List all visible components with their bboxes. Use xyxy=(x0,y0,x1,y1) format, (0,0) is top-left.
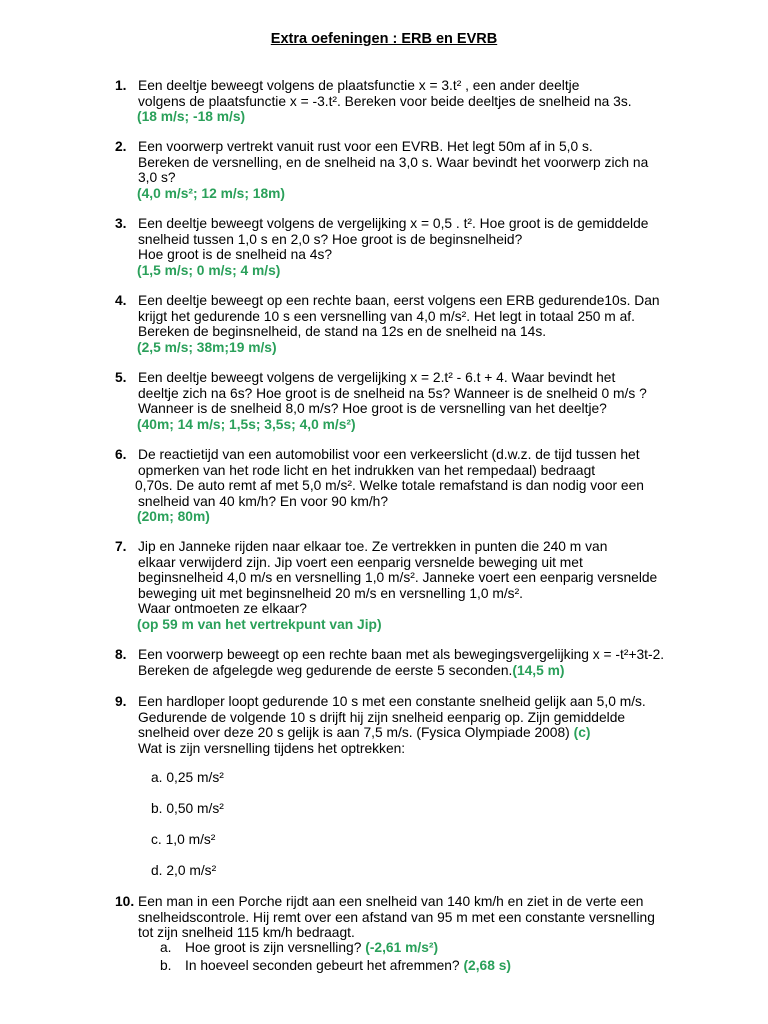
question-text: Een deeltje beweegt volgens de vergelijking x = 0,5 . t². Hoe groot is de gemiddelde xyxy=(138,216,649,231)
answer: (18 m/s; -18 m/s) xyxy=(137,109,246,125)
sub-marker: b. xyxy=(160,958,172,973)
question-8 xyxy=(115,647,715,678)
question-number: 7. xyxy=(115,539,127,554)
question-number: 4. xyxy=(115,293,127,308)
answer: (4,0 m/s²; 12 m/s; 18m) xyxy=(137,185,285,201)
question-text: 0,70s. De auto remt af met 5,0 m/s². Welke totale remafstand is dan nodig voor een xyxy=(135,478,644,494)
question-text: Een voorwerp vertrekt vanuit rust voor een EVRB. Het legt 50m af in 5,0 s. xyxy=(138,139,593,154)
question-text: krijgt het gedurende 10 s een versnelling van 4,0 m/s². Het legt in totaal 250 m af. xyxy=(138,308,635,324)
question-text: Een deeltje beweegt op een rechte baan, eerst volgens een ERB gedurende10s. Dan xyxy=(138,293,660,308)
question-text: deeltje zich na 6s? Hoe groot is de snelheid na 5s? Wanneer is de snelheid 0 m/s ? xyxy=(138,385,647,401)
sub-question-b xyxy=(160,958,511,973)
question-text: beginsnelheid 4,0 m/s en versnelling 1,0 m/s². Janneke voert een eenparig versnelde xyxy=(138,570,658,586)
question-text: Wanneer is de snelheid 8,0 m/s? Hoe groot is de versnelling van het deeltje? xyxy=(138,401,607,417)
answer: (14,5 m) xyxy=(512,662,565,678)
question-text: Bereken de versnelling, en de snelheid na 3,0 s. Waar bevindt het voorwerp zich na xyxy=(138,154,649,170)
question-number: 8. xyxy=(115,647,127,662)
question-text: beweging uit met beginsnelheid 20 m/s en versnelling 1,0 m/s². xyxy=(138,585,523,601)
answer: (op 59 m van het vertrekpunt van Jip) xyxy=(137,616,382,632)
page-title: Extra oefeningen : ERB en EVRB xyxy=(270,31,498,47)
option-a: a. 0,25 m/s² xyxy=(151,770,224,785)
question-text: snelheid van 40 km/h? En voor 90 km/h? xyxy=(138,493,389,509)
answer: (2,68 s) xyxy=(463,958,511,973)
question-text: Gedurende de volgende 10 s drijft hij zijn snelheid eenparig op. Zijn gemiddelde xyxy=(138,709,626,725)
answer: (1,5 m/s; 0 m/s; 4 m/s) xyxy=(137,262,281,278)
question-text: snelheid over deze 20 s gelijk is aan 7,5 m/s. (Fysica Olympiade 2008) (c) xyxy=(138,725,591,741)
question-text: elkaar verwijderd zijn. Jip voert een eenparig versnelde beweging uit met xyxy=(138,554,583,570)
question-4 xyxy=(115,293,715,355)
question-1 xyxy=(115,78,715,125)
question-number: 3. xyxy=(115,216,127,231)
question-5 xyxy=(115,370,715,432)
question-text: snelheidscontrole. Hij remt over een afstand van 95 m met een constante versnelling xyxy=(138,909,655,925)
question-2 xyxy=(115,139,715,201)
question-text: Een voorwerp beweegt op een rechte baan met als bewegingsvergelijking x = -t²+3t-2. xyxy=(138,647,665,662)
question-text: Een deeltje beweegt volgens de vergelijking x = 2.t² - 6.t + 4. Waar bevindt het xyxy=(138,370,616,385)
question-text: volgens de plaatsfunctie x = -3.t². Bereken voor beide deeltjes de snelheid na 3s. xyxy=(138,93,632,109)
answer: (2,5 m/s; 38m;19 m/s) xyxy=(137,339,277,355)
question-text: opmerken van het rode licht en het indrukken van het rempedaal) bedraagt xyxy=(138,462,596,478)
answer: (c) xyxy=(573,725,591,741)
question-3 xyxy=(115,216,715,278)
question-7 xyxy=(115,539,715,633)
question-number: 1. xyxy=(115,78,127,93)
question-text: Jip en Janneke rijden naar elkaar toe. Ze vertrekken in punten die 240 m van xyxy=(138,539,608,554)
question-text: Hoe groot is de snelheid na 4s? xyxy=(138,247,333,263)
question-text: snelheid tussen 1,0 s en 2,0 s? Hoe groot is de beginsnelheid? xyxy=(138,231,523,247)
question-9 xyxy=(115,694,715,756)
sub-marker: a. xyxy=(160,940,172,955)
question-text: Waar ontmoeten ze elkaar? xyxy=(138,601,307,617)
question-text: Bereken de beginsnelheid, de stand na 12s en de snelheid na 14s. xyxy=(138,324,547,340)
sub-question-text: Hoe groot is zijn versnelling? xyxy=(185,940,366,955)
sub-question-a xyxy=(160,940,438,955)
question-number: 10. xyxy=(115,894,135,909)
question-10 xyxy=(115,894,715,941)
question-number: 5. xyxy=(115,370,127,385)
question-number: 9. xyxy=(115,694,127,709)
sub-question-text: In hoeveel seconden gebeurt het afremmen? xyxy=(185,958,464,973)
question-text: Een hardloper loopt gedurende 10 s met een constante snelheid gelijk aan 5,0 m/s. xyxy=(138,694,646,709)
answer: (20m; 80m) xyxy=(137,509,210,525)
question-text: Wat is zijn versnelling tijdens het optrekken: xyxy=(138,740,406,756)
answer: (40m; 14 m/s; 1,5s; 3,5s; 4,0 m/s²) xyxy=(137,416,356,432)
question-text: Bereken de afgelegde weg gedurende de eerste 5 seconden.(14,5 m) xyxy=(138,662,565,678)
option-b: b. 0,50 m/s² xyxy=(151,801,224,816)
question-text: Een man in een Porche rijdt aan een snelheid van 140 km/h en ziet in de verte een xyxy=(138,894,644,909)
question-number: 6. xyxy=(115,447,127,462)
question-text: Een deeltje beweegt volgens de plaatsfunctie x = 3.t² , een ander deeltje xyxy=(138,78,580,93)
option-c: c. 1,0 m/s² xyxy=(151,832,216,847)
answer: (-2,61 m/s²) xyxy=(365,940,439,955)
question-number: 2. xyxy=(115,139,127,154)
question-6 xyxy=(115,447,715,525)
question-text: 3,0 s? xyxy=(138,170,176,186)
question-text: tot zijn snelheid 115 km/h bedraagt. xyxy=(138,925,355,941)
question-text: De reactietijd van een automobilist voor een verkeerslicht (d.w.z. de tijd tussen het xyxy=(138,447,640,462)
option-d: d. 2,0 m/s² xyxy=(151,863,217,878)
